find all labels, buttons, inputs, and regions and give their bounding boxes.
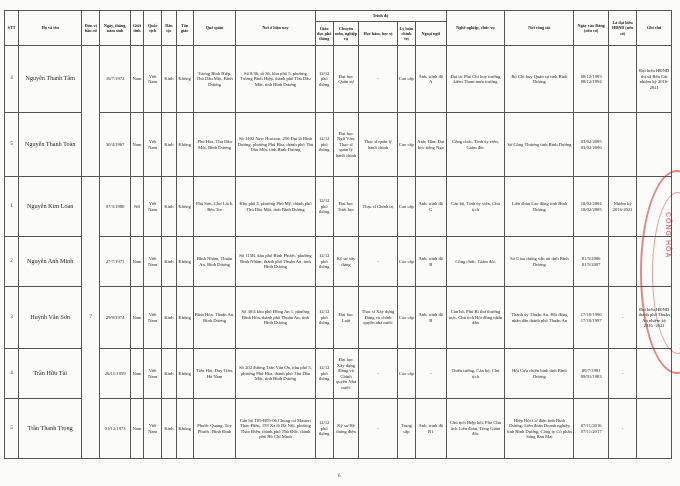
row-religion: Không <box>176 287 193 349</box>
row-hdnd: - <box>608 349 636 399</box>
row-gender: Nữ <box>130 177 143 237</box>
header-name: Họ và tên <box>19 11 82 46</box>
row-name: Nguyễn Thanh Tâm <box>19 46 82 113</box>
table-row <box>5 349 672 399</box>
table-row <box>5 113 672 177</box>
header-language: Ngoại ngữ <box>416 22 447 46</box>
row-residence: Số 115B, khu phố Bình Phước, phường Bình Nhâm, thành phố Thuận An, tỉnh Bình Dương <box>236 237 315 287</box>
row-specialty: Đại học Quân sự <box>333 46 358 113</box>
row-ethnicity: Kinh <box>162 113 176 177</box>
row-religion: Không <box>176 399 193 459</box>
row-party-date: 17/10/1996 17/10/1997 <box>574 287 609 349</box>
header-academic: Học hàm, học vị <box>359 22 398 46</box>
row-workplace: Liên đoàn Lao động tỉnh Bình Dương <box>505 177 574 237</box>
row-workplace: Hiệp Hội Cơ điện tỉnh Bình Dương, Liên đoàn Doanh nghiệp tỉnh Bình Dương, Công ty Cổ phần Sáng Ban Mai <box>505 399 574 459</box>
row-hometown: Bình Nhâm, Thuận An, Bình Dương <box>193 237 236 287</box>
row-occupation: Cán bộ, Tỉnh ủy viên, Chủ tịch <box>446 177 505 237</box>
row-occupation: Công chức, Giám đốc <box>446 237 505 287</box>
row-academic: Thạc sĩ quản lý hành chính <box>359 113 398 177</box>
row-occupation: Cán bộ, Phó Bí thư thường trực, Chủ tịch Hội đồng nhân dân <box>446 287 505 349</box>
row-academic: - <box>359 349 398 399</box>
row-notes: Đại biểu HĐND thành phố Thuận An nhiệm kỳ 2016 -2021 <box>637 287 672 349</box>
header-occupation: Nghề nghiệp, chức vụ <box>446 11 505 46</box>
row-ethnicity: Kinh <box>162 399 176 459</box>
row-religion: Không <box>176 113 193 177</box>
row-hdnd: Nhiệm kỳ 2016-2021 <box>608 177 636 237</box>
header-nationality: Quốc tịch <box>144 11 162 46</box>
row-religion: Không <box>176 177 193 237</box>
row-nationality: Việt Nam <box>144 46 162 113</box>
row-specialty: Đại học Luật <box>333 287 358 349</box>
row-specialty: Kỹ sư xây dựng <box>333 237 358 287</box>
row-occupation: Đại tá, Phó Chỉ huy trưởng kiêm Tham mưu trưởng <box>446 46 505 113</box>
candidate-table <box>4 10 672 459</box>
row-stt: 5 <box>5 113 19 177</box>
row-specialty: Kỹ sư Hệ thống điện <box>333 399 358 459</box>
row-party-date: 08/12/1993 08/12/1994 <box>574 46 609 113</box>
row-workplace: Sở Công Thương tỉnh Bình Dương <box>505 113 574 177</box>
row-religion: Không <box>176 237 193 287</box>
row-nationality: Việt Nam <box>144 177 162 237</box>
header-general-edu: Giáo dục phổ thông <box>315 22 333 46</box>
row-notes <box>637 113 672 177</box>
row-dob: 29/9/1974 <box>100 287 130 349</box>
row-residence: Khu phố 5, phường Phú Mỹ, thành phố Thủ Dầu Một, tỉnh Bình Dương <box>236 177 315 237</box>
row-nationality: Việt Nam <box>144 287 162 349</box>
row-residence: Số 8/36, tổ 36, khu phố 5, phường Tương Bình Hiệp, thành phố Thủ Dầu Một, tỉnh Bình Dương <box>236 46 315 113</box>
row-name: Nguyễn Anh Minh <box>19 237 82 287</box>
row-language: Anh, trình độ C <box>416 177 447 237</box>
row-dob: 27/7/1971 <box>100 237 130 287</box>
row-gender: Nam <box>130 237 143 287</box>
row-hdnd <box>608 113 636 177</box>
row-dob: 16/7/1972 <box>100 46 130 113</box>
row-ethnicity: Kinh <box>162 287 176 349</box>
row-occupation: Thiếu tướng, Cán bộ, Chủ tịch <box>446 349 505 399</box>
row-general-edu: 12/12 phổ thông <box>315 399 333 459</box>
row-dob: 01/12/1973 <box>100 399 130 459</box>
row-gender: Nam <box>130 399 143 459</box>
row-religion: Không <box>176 46 193 113</box>
row-hometown: Phú Sơn, Chợ Lách, Bến Tre <box>193 177 236 237</box>
row-nationality: Việt Nam <box>144 113 162 177</box>
row-hometown: Bình Hòa, Thuận An, Bình Dương <box>193 287 236 349</box>
row-political: Cao cấp <box>397 237 415 287</box>
row-nationality: Việt Nam <box>144 399 162 459</box>
row-general-edu: 12/12 phổ thông <box>315 46 333 113</box>
header-gender: Giới tính <box>130 11 143 46</box>
row-specialty: Đại học Triết học <box>333 177 358 237</box>
row-unit: 7 <box>82 177 100 459</box>
row-hometown: Tiên Hải, Duy Tiên, Hà Nam <box>193 349 236 399</box>
row-party-date: 07/11/2016 07/11/2017 <box>574 399 609 459</box>
row-academic: Thạc sĩ Chính trị <box>359 177 398 237</box>
header-dob: Ngày, tháng, năm sinh <box>100 11 130 46</box>
header-party-date: Ngày vào Đảng (nếu có) <box>574 11 609 46</box>
row-gender: Nam <box>130 113 143 177</box>
row-name: Trần Thanh Trọng <box>19 399 82 459</box>
page-number: 6 <box>338 474 341 479</box>
row-specialty: Đại học Ngữ Văn; Thạc sĩ quản lý hành chính <box>333 113 358 177</box>
header-political: Lý luận chính trị <box>397 22 415 46</box>
row-residence: Số 1402 New Horizon, 250 Đại lộ Bình Dương, phường Phú Hòa, thành phố Thủ Dầu Một, tỉnh Bình Dương <box>236 113 315 177</box>
row-general-edu: 12/12 phổ thông <box>315 287 333 349</box>
row-dob: 30/4/1967 <box>100 113 130 177</box>
row-residence: Căn hộ T05-B05-06 Chung cư Masteri Thảo Điền, 159 Xa lộ Hà Nội, phường Thảo Điền, thành phố Thủ Đức, thành phố Hồ Chí Minh <box>236 399 315 459</box>
row-dob: 07/3/1980 <box>100 177 130 237</box>
header-hdnd: Là đại biểu HĐND (nếu có) <box>608 11 636 46</box>
header-religion: Tôn giáo <box>176 11 193 46</box>
row-ethnicity: Kinh <box>162 237 176 287</box>
row-ethnicity: Kinh <box>162 177 176 237</box>
row-language: Anh, trình độ B1 <box>416 399 447 459</box>
row-political: Cao cấp <box>397 349 415 399</box>
table-row <box>5 399 672 459</box>
row-stt: 4 <box>5 349 19 399</box>
row-nationality: Việt Nam <box>144 349 162 399</box>
header-education-group: Trình độ <box>315 11 446 22</box>
row-residence: Số 202 đường Trần Văn Ơn, khu phố 5, phường Phú Hòa, thành phố Thủ Dầu Một, tỉnh Bình Dương <box>236 349 315 399</box>
header-ethnicity: Dân tộc <box>162 11 176 46</box>
row-academic: - <box>359 237 398 287</box>
row-occupation: Công chức, Tỉnh ủy viên, Giám đốc <box>446 113 505 177</box>
row-hometown: Tương Bình Hiệp, Thủ Dầu Một, Bình Dương <box>193 46 236 113</box>
header-workplace: Nơi công tác <box>505 11 574 46</box>
header-hometown: Quê quán <box>193 11 236 46</box>
row-academic: - <box>359 399 398 459</box>
row-political: Cao cấp <box>397 113 415 177</box>
row-unit-empty <box>82 46 100 177</box>
row-nationality: Việt Nam <box>144 237 162 287</box>
official-seal-text: CÔNG HÒA <box>664 212 671 259</box>
row-notes: Đại biểu HĐND thị xã Bến Cát nhiệm kỳ 2016-2021 <box>637 46 672 113</box>
row-party-date: 03/02/2005 03/02/2006 <box>574 113 609 177</box>
row-workplace: Thành ủy Thuận An, Hội đồng nhân dân thành phố Thuận An <box>505 287 574 349</box>
table-row <box>5 237 672 287</box>
header-stt: STT <box>5 11 19 46</box>
row-hdnd: - <box>608 399 636 459</box>
row-dob: 26/11/1959 <box>100 349 130 399</box>
row-workplace: Sở Giao thông vận tải tỉnh Bình Dương <box>505 237 574 287</box>
row-academic: Thạc sĩ Xây dựng Đảng và chính quyền nhà nước <box>359 287 398 349</box>
row-stt: 3 <box>5 287 19 349</box>
row-academic: - <box>359 46 398 113</box>
row-political: Cao cấp <box>397 287 415 349</box>
row-hdnd <box>608 46 636 113</box>
row-stt: 1 <box>5 177 19 237</box>
row-gender: Nam <box>130 349 143 399</box>
row-hometown: Phú Hòa, Thủ Dầu Một, Bình Dương <box>193 113 236 177</box>
row-general-edu: 12/12 phổ thông <box>315 349 333 399</box>
row-notes <box>637 399 672 459</box>
row-party-date: 01/5/2006 01/5/2007 <box>574 237 609 287</box>
table-body <box>5 46 672 459</box>
row-religion: Không <box>176 349 193 399</box>
row-language: Anh, trình độ A <box>416 46 447 113</box>
row-ethnicity: Kinh <box>162 46 176 113</box>
row-political: Cao cấp <box>397 46 415 113</box>
header-specialty: Chuyên môn, nghiệp vụ <box>333 22 358 46</box>
row-name: Huỳnh Văn Sơn <box>19 287 82 349</box>
row-hometown: Phước Quang, Tuy Phước, Bình Định <box>193 399 236 459</box>
row-political: Trung cấp <box>397 399 415 459</box>
row-language: Anh, trình độ B <box>416 237 447 287</box>
row-stt: 4 <box>5 46 19 113</box>
row-occupation: Chủ tịch Hiệp hội, Phó Chủ tịch Liên đoàn, Tổng Giám đốc <box>446 399 505 459</box>
row-hdnd: - <box>608 287 636 349</box>
row-political: Cao cấp <box>397 177 415 237</box>
row-stt: 2 <box>5 237 19 287</box>
row-workplace: Hội Cựu chiến binh tỉnh Bình Dương <box>505 349 574 399</box>
row-ethnicity: Kinh <box>162 349 176 399</box>
row-hdnd <box>608 237 636 287</box>
row-language: Anh, trình độ B <box>416 287 447 349</box>
row-general-edu: 12/12 phổ thông <box>315 113 333 177</box>
row-workplace: Bộ Chỉ huy Quân sự tỉnh Bình Dương <box>505 46 574 113</box>
table-row <box>5 46 672 113</box>
row-name: Nguyễn Thanh Toàn <box>19 113 82 177</box>
table-row <box>5 177 672 237</box>
row-language: Anh; Hàn; Đại học tiếng Nga <box>416 113 447 177</box>
row-party-date: 09/7/1981 09/01/1983 <box>574 349 609 399</box>
header-unit: Đơn vị bầu cử <box>82 11 100 46</box>
row-gender: Nam <box>130 46 143 113</box>
row-party-date: 18/02/2004 18/02/2005 <box>574 177 609 237</box>
header-notes: Ghi chú <box>637 11 672 46</box>
row-language: - <box>416 349 447 399</box>
row-name: Nguyễn Kim Loan <box>19 177 82 237</box>
row-name: Trần Hữu Tài <box>19 349 82 399</box>
row-general-edu: 12/12 phổ thông <box>315 177 333 237</box>
row-residence: Số 30/4 khu phố Đồng An 1, phường Bình Hòa, thành phố Thuận An, tỉnh Bình Dương <box>236 287 315 349</box>
row-general-edu: 12/12 phổ thông <box>315 237 333 287</box>
row-specialty: Đại học Xây dựng Đảng và Chính quyền Nhà nước <box>333 349 358 399</box>
header-residence: Nơi ở hiện nay <box>236 11 315 46</box>
table-row <box>5 287 672 349</box>
row-gender: Nam <box>130 287 143 349</box>
row-stt: 5 <box>5 399 19 459</box>
